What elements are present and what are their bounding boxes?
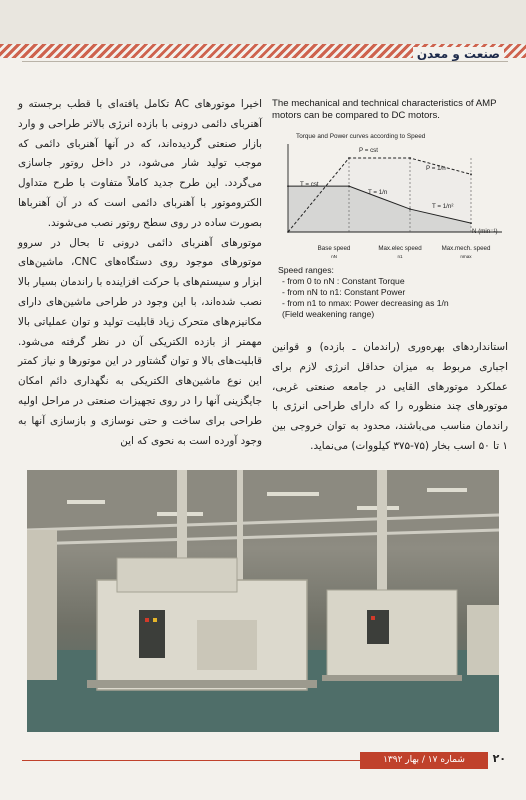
- region-label-t-1n: T = 1/n: [368, 189, 388, 196]
- header-rule: [22, 61, 508, 62]
- factory-machines-photo: [27, 470, 499, 732]
- power-point: [470, 173, 472, 175]
- x-tick-0: [318, 245, 351, 259]
- power-point: [287, 231, 289, 233]
- x-tick-label: Max.mech. speed: [441, 245, 491, 252]
- paragraph: استانداردهای بهره‌وری (راندمان ـ بازده) و قوانین اجباری مربوط به میزان حداقل انرژی لازم برای عملکرد موتورهای القایی در جامعه صنعتی غربی، موتورهای چند منظوره را که دارای طراحی انرژی با راندمان مناسب می‌باشند، محدود به توان خروجی بین ۱ تا ۵۰ اسب بخار (۷۵-۳۷۵ کیلووات) می‌نماید.: [272, 341, 508, 452]
- page-header-band: [0, 0, 526, 44]
- speed-range-item: - from nN to n1: Constant Power: [282, 287, 406, 297]
- region-label-t-cst: T = cst: [300, 181, 319, 188]
- torque-power-chart: [276, 128, 508, 262]
- x-tick-1: [378, 245, 422, 259]
- x-tick-label: Max.elec speed: [378, 245, 422, 252]
- speed-range-item: (Field weakening range): [282, 309, 375, 319]
- torque-point: [409, 208, 411, 210]
- x-tick-sub: n1: [397, 254, 403, 259]
- issue-label: شماره ۱۷ / بهار ۱۳۹۲: [360, 752, 488, 769]
- torque-point: [348, 185, 350, 187]
- region-label-p-1n: P = 1/n: [426, 165, 446, 172]
- x-tick-sub: nN: [331, 254, 337, 259]
- torque-point: [287, 185, 289, 187]
- power-point: [409, 157, 411, 159]
- article-column-right: [18, 95, 262, 451]
- x-tick-sub: nmax: [460, 254, 472, 259]
- speed-ranges-legend: [278, 265, 508, 320]
- paragraph: موتورهای آهنربای دائمی درونی تا بحال در سروو موتورهای موجود روی دستگاه‌های CNC، ماشین‌های ابزار و سیستم‌های با حرکت افزاینده با راندمان بسیار بالا نصب شده‌اند، با این وجود در طراحی ماشین‌های دارای مکانیزم‌های متحرک زیاد قابلیت تولید و توان عملیاتی بالا مهمتر از بازده الکتریکی آن در نظر گرفته می‌شود. قابلیت‌های بالا و توان گشتاور در این موتورها و نیاز کمتر این نوع ماشین‌های الکتریکی به نگهداری دائم امکان جایگزینی آنها را در روی تجهیزات صنعتی در مراحل اولیه طراحی برای ساخت و حتی نوسازی و بازسازی آنها به وجود آورده است به نحوی که این: [18, 236, 262, 447]
- figure-caption: The mechanical and technical characteristics of AMP motors can be compared to DC motors.: [272, 98, 497, 121]
- x-tick-label: Base speed: [317, 245, 351, 252]
- speed-range-item: - from n1 to nmax: Power decreasing as 1/n: [282, 298, 449, 308]
- magazine-logo: صنعت و معدن: [413, 47, 504, 61]
- speed-range-item: - from 0 to nN : Constant Torque: [282, 276, 405, 286]
- footer-rule: [22, 760, 362, 761]
- torque-point: [470, 222, 472, 224]
- page-number: ۲۰: [492, 752, 506, 765]
- region-label-t-1n2: T = 1/n²: [432, 203, 454, 210]
- power-point: [348, 157, 350, 159]
- x-axis-label: N (min⁻¹): [472, 228, 498, 235]
- paragraph: اخیرا موتورهای AC تکامل یافته‌ای با قطب برجسته و آهنربای دائمی درونی با بازده انرژی بالاتر طراحی و وارد بازار صنعتی گردیده‌اند، که در آنها آهنربای دائمی که موجب تولید شار می‌شود، در داخل روتور جاسازی می‌گردد. این طرح جدید کاملاً متفاوت با طرح متداول الکتروموتور با آهنربای دائمی است که در آن آهنربا‌ها بصورت ساده در روی سطح روتور نصب می‌شوند.: [18, 98, 263, 229]
- chart-plot-area: [287, 144, 502, 233]
- speed-ranges-heading: Speed ranges:: [278, 265, 334, 275]
- region-label-p-cst: P = cst: [359, 147, 378, 154]
- article-column-left: [272, 338, 508, 457]
- photo-illustration: [27, 470, 499, 732]
- chart-title: Torque and Power curves according to Speed: [296, 133, 426, 140]
- x-tick-2: [442, 245, 491, 259]
